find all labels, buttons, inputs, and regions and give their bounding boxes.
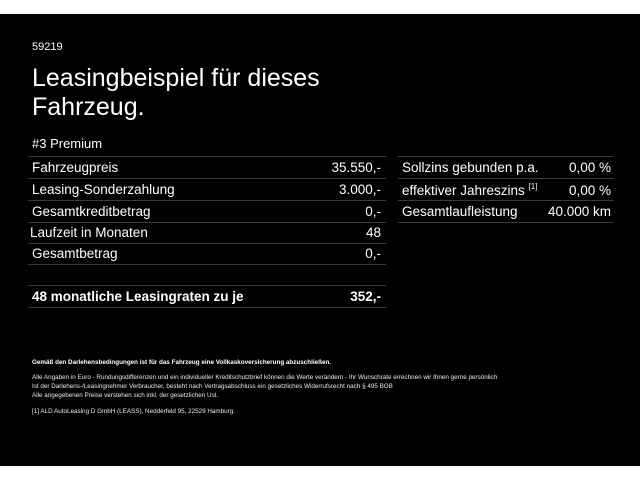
variant-label: #3 Premium xyxy=(32,136,103,151)
divider xyxy=(398,156,614,157)
row-value: 48 xyxy=(365,225,381,240)
row-value: 0,- xyxy=(365,246,381,261)
row-label: Gesamtlaufleistung xyxy=(402,204,518,219)
divider xyxy=(28,200,386,201)
row-label: Leasing-Sonderzahlung xyxy=(32,182,175,197)
row-total-mileage xyxy=(402,204,611,219)
row-label: Gesamtkreditbetrag xyxy=(32,204,151,219)
disclaimer-line: Ist der Darlehens-/Leasingnehmer Verbraucher, besteht nach Vertragsabschluss ein gesetzliches Widerrufsrecht nach § 495 BGB xyxy=(32,383,393,390)
row-value: 35.550,- xyxy=(331,160,381,175)
footnote-marker: [1] xyxy=(528,182,538,191)
divider xyxy=(28,156,386,157)
row-effective-rate xyxy=(402,182,611,198)
divider xyxy=(398,178,614,179)
row-label: Gesamtbetrag xyxy=(32,246,118,261)
row-total-amount xyxy=(32,246,381,261)
row-label: Fahrzeugpreis xyxy=(32,160,119,175)
row-value: 0,00 % xyxy=(568,182,611,198)
row-down-payment xyxy=(32,182,381,197)
row-monthly-rate xyxy=(32,289,381,304)
divider xyxy=(28,285,386,286)
divider xyxy=(28,307,386,308)
row-label: Sollzins gebunden p.a. xyxy=(402,160,539,175)
row-value: 0,- xyxy=(365,204,381,219)
row-term-months xyxy=(30,225,381,240)
divider xyxy=(28,222,386,223)
row-nominal-rate xyxy=(402,160,611,175)
monthly-label: 48 monatliche Leasingraten zu je xyxy=(32,289,244,304)
disclaimer-line: Alle Angaben in Euro - Rundungsdifferenzen und ein individueller Kreditschutzbrief können die Werte verändern - Ihr Wunschrate errechnen wir Ihnen gerne persönlich xyxy=(32,374,498,381)
insurance-note: Gemäß den Darlehensbedingungen ist für das Fahrzeug eine Vollkaskoversicherung abzuschließen. xyxy=(32,359,332,366)
divider xyxy=(28,243,386,244)
row-label: effektiver Jahreszins xyxy=(402,183,525,198)
headline: Leasingbeispiel für dieses Fahrzeug. xyxy=(32,64,320,121)
row-label: Laufzeit in Monaten xyxy=(30,225,148,240)
row-total-credit xyxy=(32,204,381,219)
lender-footnote: [1] ALD AutoLeasing D GmbH (LEASS), Nedderfeld 95, 22529 Hamburg. xyxy=(32,408,236,415)
row-vehicle-price xyxy=(32,160,381,175)
row-value: 0,00 % xyxy=(568,160,611,175)
divider xyxy=(398,200,614,201)
monthly-value: 352,- xyxy=(350,289,381,304)
row-value: 40.000 km xyxy=(547,204,611,219)
divider xyxy=(28,178,386,179)
divider xyxy=(398,222,614,223)
disclaimer-line: Alle angegebenen Preise verstehen sich inkl. der gesetzlichen Ust. xyxy=(32,392,219,399)
row-value: 3.000,- xyxy=(338,182,381,197)
offer-id: 59219 xyxy=(32,41,63,53)
divider xyxy=(28,264,386,265)
leasing-panel xyxy=(0,14,640,466)
